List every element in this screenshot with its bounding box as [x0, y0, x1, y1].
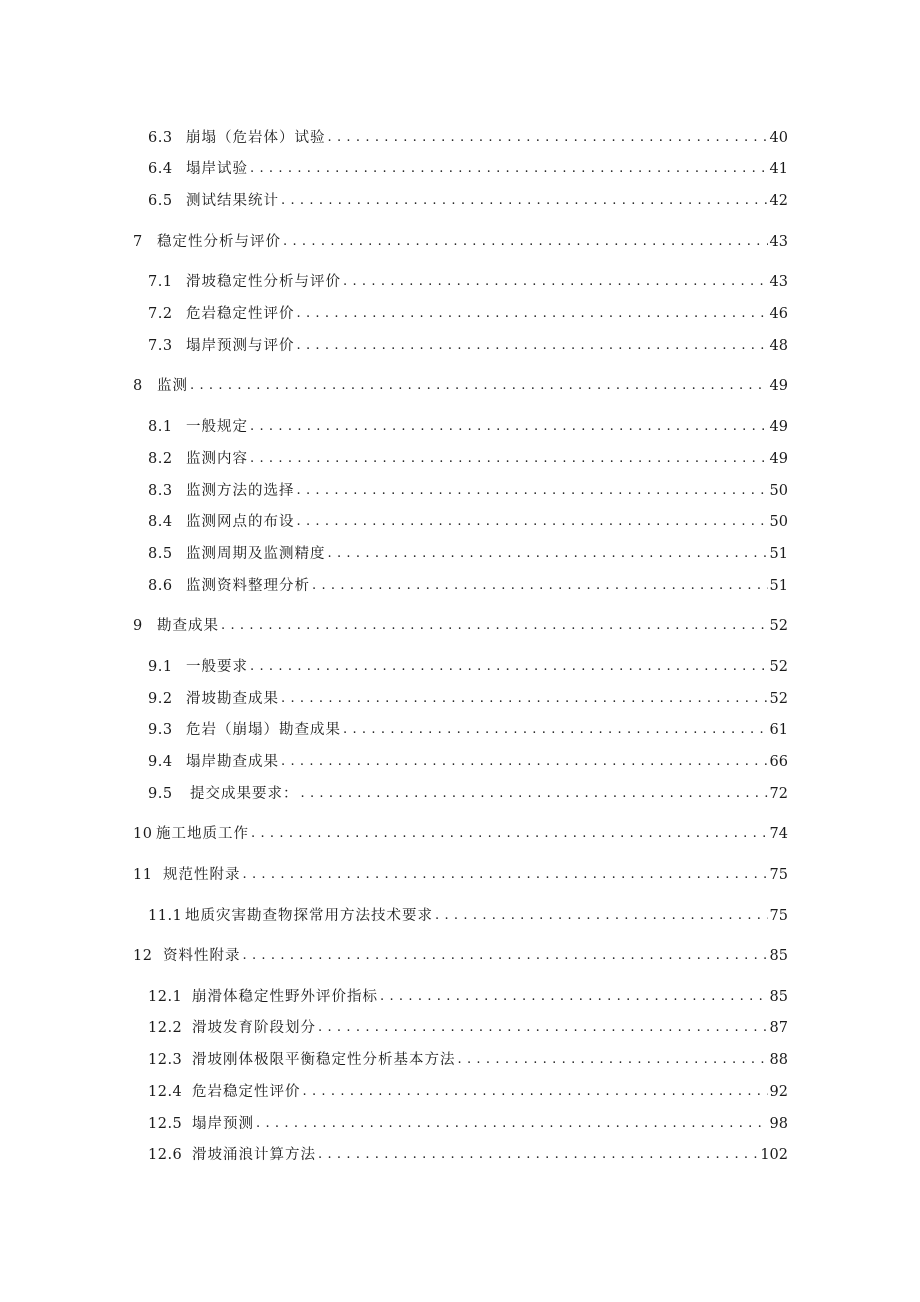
toc-entry-11-1[interactable]: [148, 902, 788, 926]
toc-entry-7[interactable]: [133, 228, 788, 252]
toc-entry-number: 8.6: [148, 578, 173, 594]
toc-entry-9-4[interactable]: [148, 748, 788, 772]
toc-entry-12-4[interactable]: [148, 1078, 788, 1102]
toc-entry-title: 塌岸预测: [192, 1116, 254, 1132]
toc-entry-8-5[interactable]: [148, 540, 788, 564]
toc-entry-page: 88: [769, 1052, 788, 1068]
toc-leader-dots: [328, 128, 768, 148]
toc-entry-12-5[interactable]: [148, 1110, 788, 1134]
toc-entry-title: 勘查成果: [157, 618, 219, 634]
toc-entry-page: 74: [769, 826, 788, 842]
toc-entry-title: 资料性附录: [163, 948, 241, 964]
toc-entry-8-6[interactable]: [148, 572, 788, 596]
toc-leader-dots: [250, 159, 768, 179]
toc-entry-number: 10: [133, 826, 153, 842]
toc-leader-dots: [297, 336, 768, 356]
toc-entry-title: 监测网点的布设: [186, 514, 295, 530]
toc-entry-title: 一般规定: [186, 419, 248, 435]
toc-leader-dots: [221, 616, 768, 636]
toc-entry-number: 12.6: [148, 1147, 183, 1163]
toc-entry-9-1[interactable]: [148, 653, 788, 677]
toc-entry-number: 7: [133, 234, 143, 250]
toc-entry-number: 8.5: [148, 546, 173, 562]
toc-entry-title: 危岩稳定性评价: [186, 306, 295, 322]
toc-entry-number: 12: [133, 948, 153, 964]
toc-leader-dots: [281, 689, 768, 709]
toc-entry-8-4[interactable]: [148, 508, 788, 532]
toc-entry-number: 12.4: [148, 1084, 183, 1100]
toc-entry-number: 8.4: [148, 514, 173, 530]
toc-entry-6-3[interactable]: [148, 124, 788, 148]
toc-entry-page: 72: [769, 786, 788, 802]
toc-entry-page: 49: [769, 378, 788, 394]
toc-entry-page: 75: [769, 867, 788, 883]
toc-entry-12-1[interactable]: [148, 983, 788, 1007]
toc-entry-page: 52: [769, 691, 788, 707]
toc-entry-title: 监测资料整理分析: [186, 578, 310, 594]
toc-entry-page: 40: [769, 130, 788, 146]
toc-entry-page: 92: [769, 1084, 788, 1100]
toc-entry-page: 87: [769, 1020, 788, 1036]
toc-entry-number: 9.4: [148, 754, 173, 770]
toc-entry-page: 51: [769, 546, 788, 562]
toc-leader-dots: [380, 987, 768, 1007]
toc-entry-title: 施工地质工作: [156, 826, 249, 842]
toc-entry-title: 塌岸预测与评价: [186, 338, 295, 354]
toc-entry-title: 滑坡刚体极限平衡稳定性分析基本方法: [192, 1052, 456, 1068]
toc-entry-number: 9.5: [148, 786, 173, 802]
toc-entry-number: 9.3: [148, 722, 173, 738]
toc-leader-dots: [283, 232, 768, 252]
toc-entry-number: 11: [133, 867, 153, 883]
toc-entry-11[interactable]: [133, 861, 788, 885]
toc-entry-title: 地质灾害勘查物探常用方法技术要求: [185, 908, 433, 924]
toc-leader-dots: [297, 512, 768, 532]
toc-leader-dots: [343, 272, 768, 292]
toc-entry-title: 监测内容: [186, 451, 248, 467]
toc-entry-page: 50: [769, 483, 788, 499]
toc-leader-dots: [251, 824, 768, 844]
toc-entry-number: 8.3: [148, 483, 173, 499]
toc-leader-dots: [343, 720, 768, 740]
toc-entry-title: 危岩稳定性评价: [192, 1084, 301, 1100]
toc-entry-12-3[interactable]: [148, 1046, 788, 1070]
toc-entry-title: 监测方法的选择: [186, 483, 295, 499]
toc-entry-8[interactable]: [133, 372, 788, 396]
toc-entry-page: 43: [769, 274, 788, 290]
toc-entry-8-3[interactable]: [148, 477, 788, 501]
toc-leader-dots: [301, 784, 768, 804]
toc-entry-page: 52: [769, 618, 788, 634]
toc-entry-page: 51: [769, 578, 788, 594]
toc-leader-dots: [250, 449, 768, 469]
toc-leader-dots: [318, 1018, 768, 1038]
toc-entry-title: 崩滑体稳定性野外评价指标: [192, 989, 378, 1005]
toc-entry-number: 7.2: [148, 306, 173, 322]
toc-entry-7-1[interactable]: [148, 268, 788, 292]
toc-entry-title: 一般要求: [186, 659, 248, 675]
toc-entry-page: 43: [769, 234, 788, 250]
toc-entry-title: 滑坡涌浪计算方法: [192, 1147, 316, 1163]
toc-entry-title: 滑坡发育阶段划分: [192, 1020, 316, 1036]
toc-entry-page: 85: [769, 948, 788, 964]
toc-entry-title: 滑坡勘查成果: [186, 691, 279, 707]
toc-entry-page: 42: [769, 193, 788, 209]
toc-entry-10[interactable]: [133, 820, 788, 844]
toc-entry-page: 49: [769, 451, 788, 467]
toc-entry-page: 66: [769, 754, 788, 770]
toc-leader-dots: [435, 906, 768, 926]
toc-entry-number: 12.1: [148, 989, 183, 1005]
toc-leader-dots: [250, 657, 768, 677]
toc-entry-9-3[interactable]: [148, 716, 788, 740]
toc-leader-dots: [281, 191, 768, 211]
toc-entry-number: 6.4: [148, 161, 173, 177]
toc-entry-title: 提交成果要求：: [190, 786, 299, 802]
toc-entry-7-2[interactable]: [148, 300, 788, 324]
toc-entry-title: 测试结果统计: [186, 193, 279, 209]
toc-leader-dots: [318, 1145, 758, 1165]
toc-entry-number: 6.3: [148, 130, 173, 146]
toc-leader-dots: [297, 304, 768, 324]
toc-entry-number: 8.1: [148, 419, 173, 435]
toc-entry-page: 48: [769, 338, 788, 354]
toc-entry-8-2[interactable]: [148, 445, 788, 469]
toc-entry-number: 9.1: [148, 659, 173, 675]
toc-entry-title: 塌岸试验: [186, 161, 248, 177]
toc-leader-dots: [312, 576, 768, 596]
toc-entry-number: 7.1: [148, 274, 173, 290]
toc-leader-dots: [190, 376, 768, 396]
toc-entry-page: 75: [769, 908, 788, 924]
toc-entry-6-5[interactable]: [148, 187, 788, 211]
toc-leader-dots: [281, 752, 768, 772]
toc-entry-7-3[interactable]: [148, 332, 788, 356]
toc-entry-title: 规范性附录: [163, 867, 241, 883]
toc-entry-page: 46: [769, 306, 788, 322]
toc-leader-dots: [458, 1050, 768, 1070]
toc-entry-number: 11.1: [148, 908, 183, 924]
toc-entry-title: 危岩（崩塌）勘查成果: [186, 722, 341, 738]
toc-entry-number: 12.3: [148, 1052, 183, 1068]
toc-entry-title: 滑坡稳定性分析与评价: [186, 274, 341, 290]
toc-leader-dots: [297, 481, 768, 501]
toc-leader-dots: [250, 417, 768, 437]
toc-entry-page: 50: [769, 514, 788, 530]
toc-entry-page: 52: [769, 659, 788, 675]
toc-entry-number: 8: [133, 378, 143, 394]
toc-leader-dots: [303, 1082, 768, 1102]
toc-entry-9-2[interactable]: [148, 685, 788, 709]
toc-entry-page: 102: [760, 1147, 788, 1163]
toc-entry-8-1[interactable]: [148, 413, 788, 437]
toc-entry-title: 监测周期及监测精度: [186, 546, 326, 562]
toc-entry-number: 6.5: [148, 193, 173, 209]
toc-entry-9[interactable]: [133, 612, 788, 636]
toc-entry-12[interactable]: [133, 942, 788, 966]
toc-entry-page: 49: [769, 419, 788, 435]
toc-entry-number: 12.5: [148, 1116, 183, 1132]
toc-entry-12-2[interactable]: [148, 1014, 788, 1038]
toc-entry-number: 8.2: [148, 451, 173, 467]
toc-entry-title: 稳定性分析与评价: [157, 234, 281, 250]
toc-entry-title: 监测: [157, 378, 188, 394]
toc-entry-number: 9.2: [148, 691, 173, 707]
toc-leader-dots: [243, 946, 768, 966]
toc-entry-9-5[interactable]: [148, 780, 788, 804]
toc-entry-12-6[interactable]: [148, 1141, 788, 1165]
toc-entry-number: 7.3: [148, 338, 173, 354]
toc-entry-title: 塌岸勘查成果: [186, 754, 279, 770]
toc-entry-number: 12.2: [148, 1020, 183, 1036]
toc-entry-page: 85: [769, 989, 788, 1005]
toc-leader-dots: [256, 1114, 768, 1134]
toc-entry-6-4[interactable]: [148, 155, 788, 179]
toc-entry-page: 98: [769, 1116, 788, 1132]
toc-entry-number: 9: [133, 618, 143, 634]
toc-leader-dots: [328, 544, 768, 564]
toc-entry-page: 41: [769, 161, 788, 177]
toc-leader-dots: [243, 865, 768, 885]
toc-entry-page: 61: [769, 722, 788, 738]
toc-entry-title: 崩塌（危岩体）试验: [186, 130, 326, 146]
